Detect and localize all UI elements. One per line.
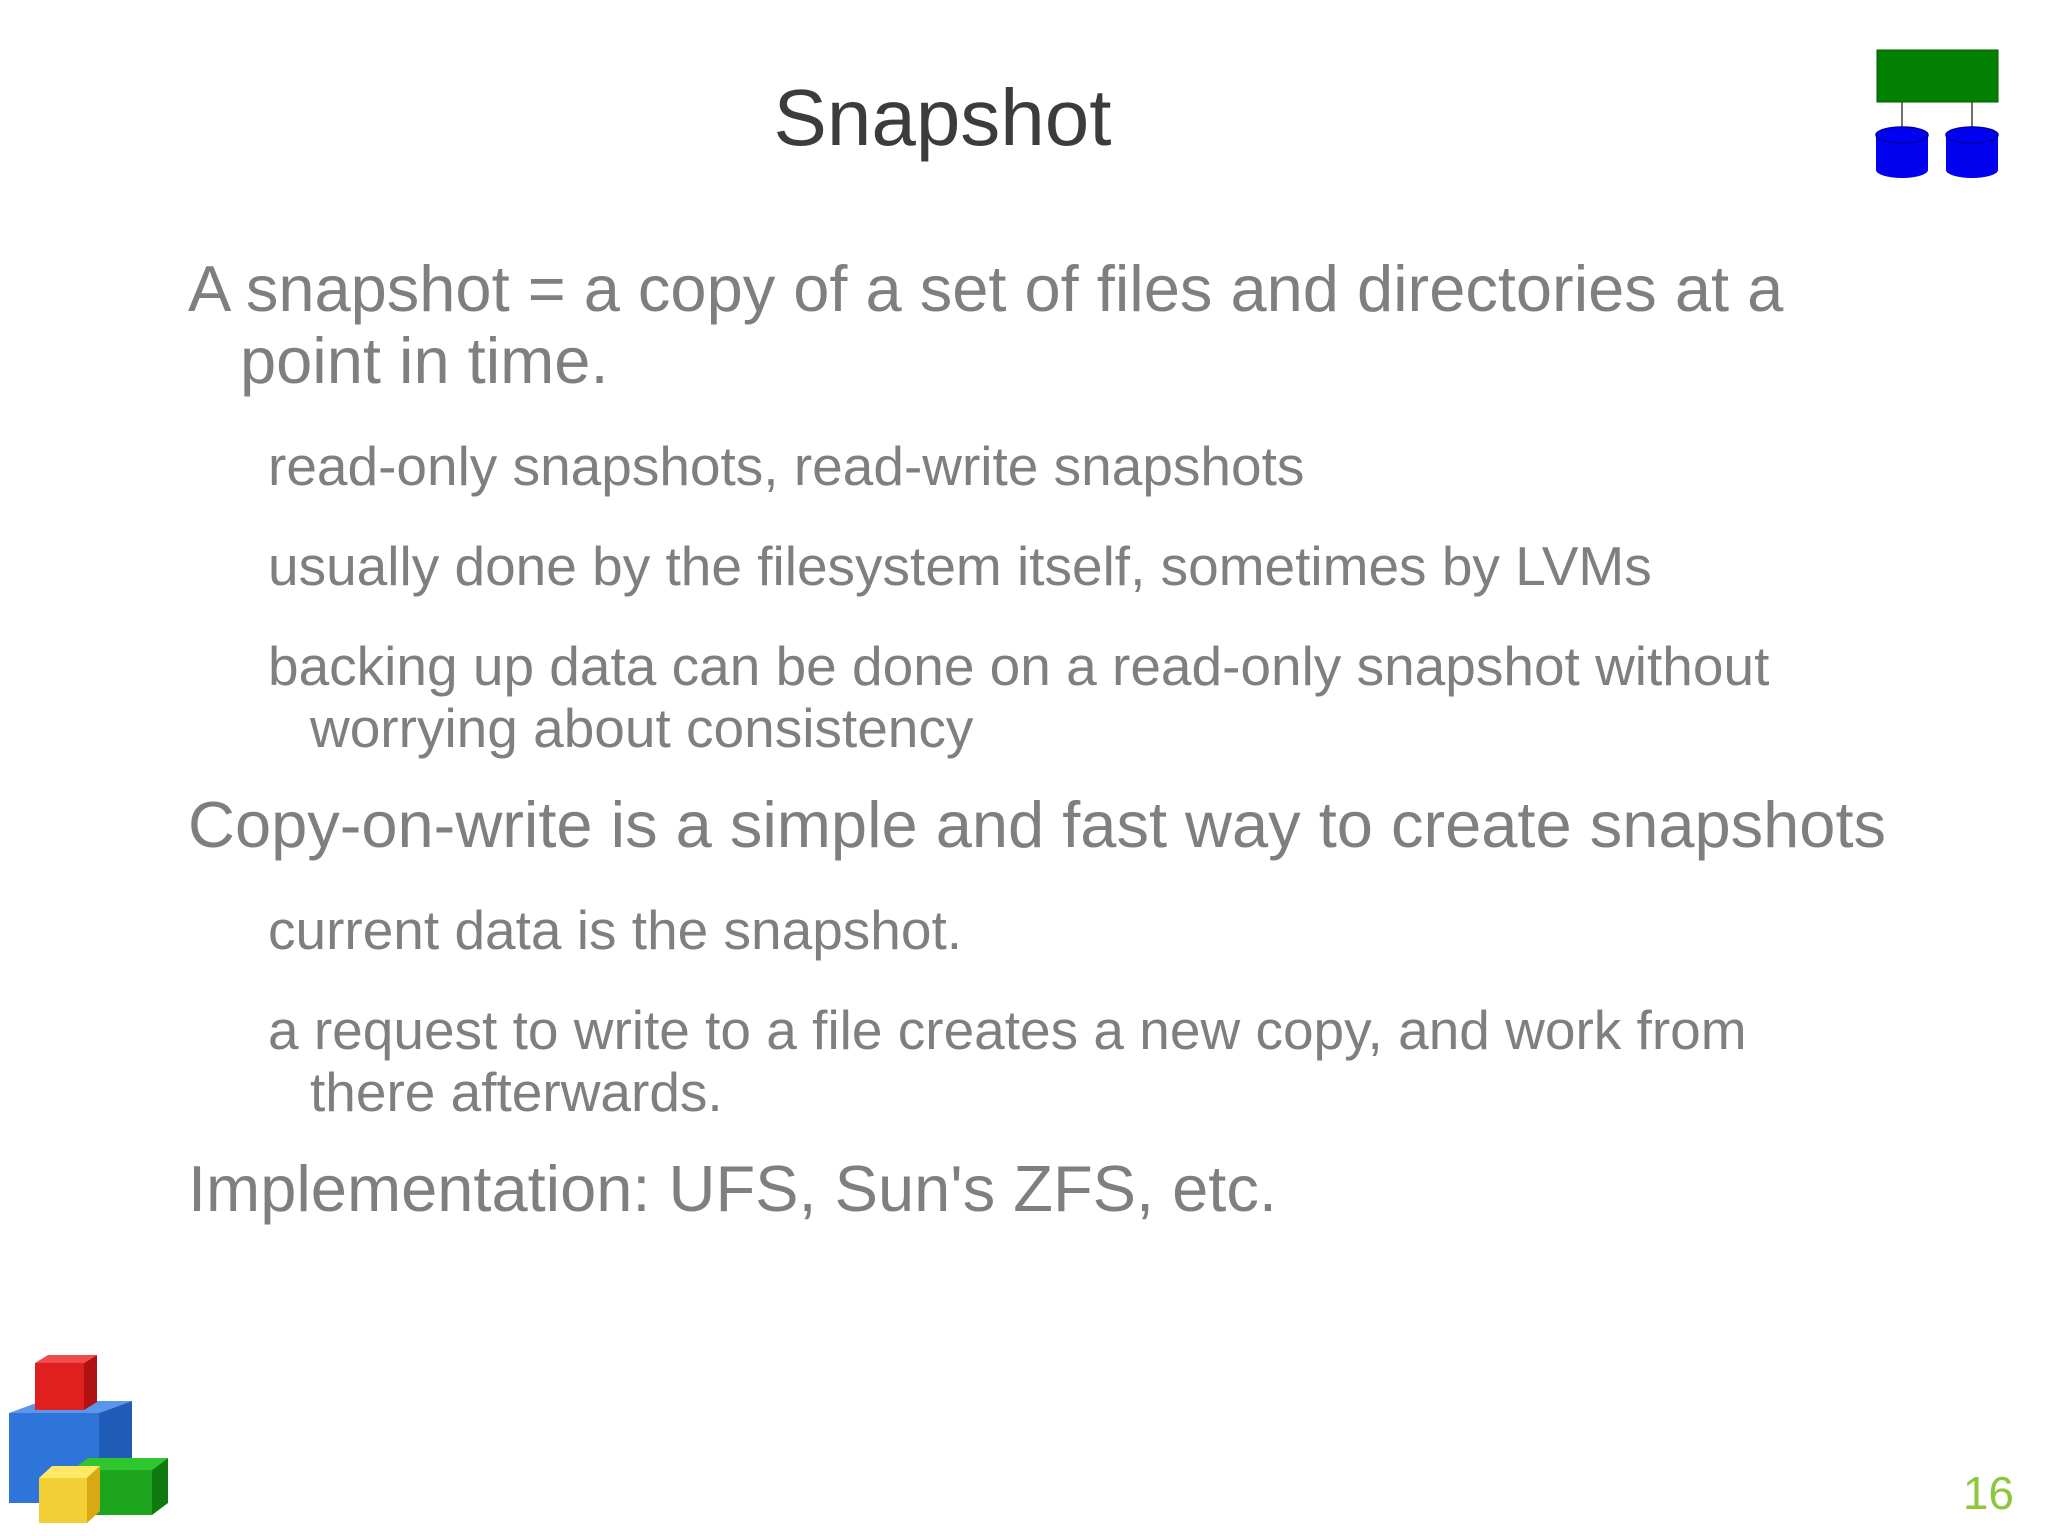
slide-title: Snapshot <box>773 73 1112 162</box>
bullet-line: read-only snapshots, read-write snapshots <box>268 435 1305 497</box>
bullet-line: Copy-on-write is a simple and fast way to create snapshots <box>188 788 1886 861</box>
slide-body <box>188 253 1978 1225</box>
bullet-line: there afterwards. <box>310 1061 723 1123</box>
bullet-current-data <box>188 899 1978 961</box>
bullet-line: Implementation: UFS, Sun's ZFS, etc. <box>188 1152 1277 1225</box>
bullet-line: A snapshot = a copy of a set of files and directories at a <box>188 252 1784 325</box>
building-blocks-logo-icon <box>2 1352 177 1534</box>
diagram-volume-box <box>1877 50 1998 102</box>
logo-yellow-cube <box>39 1466 100 1523</box>
bullet-backing-up <box>188 635 1978 759</box>
bullet-line: worrying about consistency <box>310 697 974 759</box>
bullet-write-request <box>188 999 1978 1123</box>
logo-red-cube <box>35 1355 97 1410</box>
page-number: 16 <box>1962 1467 2014 1519</box>
volume-disks-diagram-icon <box>1868 48 2000 182</box>
bullet-line: point in time. <box>240 324 609 397</box>
bullet-line: a request to write to a file creates a new copy, and work from <box>268 999 1747 1061</box>
diagram-disk-right <box>1946 127 1998 178</box>
bullet-snapshot-definition <box>188 253 1978 397</box>
bullet-copy-on-write <box>188 789 1978 861</box>
bullet-line: backing up data can be done on a read-only snapshot without <box>268 635 1770 697</box>
bullet-implementation <box>188 1153 1978 1225</box>
bullet-readonly-readwrite <box>188 435 1978 497</box>
bullet-done-by-filesystem <box>188 535 1978 597</box>
diagram-disk-left <box>1876 127 1928 178</box>
bullet-line: current data is the snapshot. <box>268 899 963 961</box>
bullet-line: usually done by the filesystem itself, sometimes by LVMs <box>268 535 1652 597</box>
